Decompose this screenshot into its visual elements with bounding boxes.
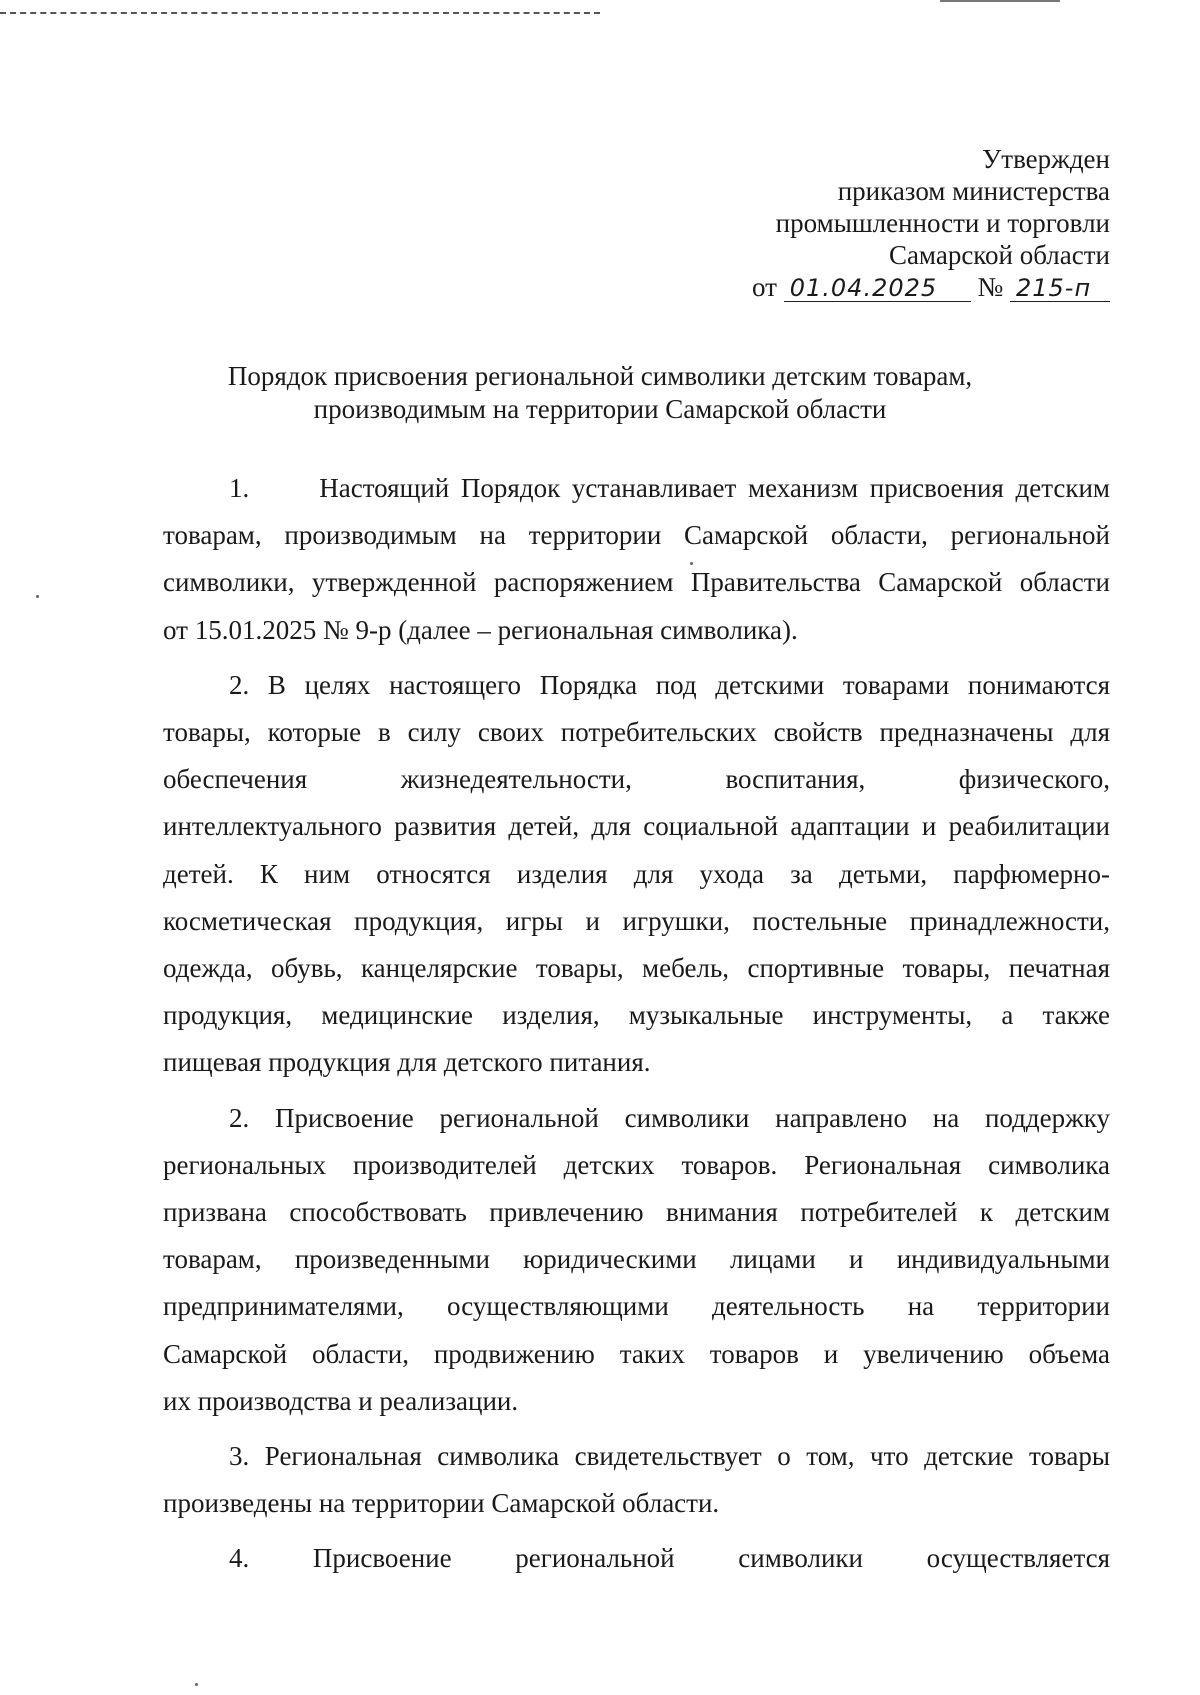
text-line: пищевая продукция для детского питания. [163, 1047, 651, 1078]
text-line: интеллектуального развития детей, для социальной адаптации и реабилитации [163, 811, 1110, 842]
text-line: региональных производителей детских товаров. Региональная символика [163, 1149, 1110, 1180]
approval-line: Утвержден [982, 144, 1110, 174]
date-prefix: от [752, 272, 777, 302]
approval-line: промышленности и торговли [775, 208, 1110, 238]
paragraph-2 [163, 662, 1110, 1087]
paragraph-5 [163, 1535, 1110, 1582]
text-line: детей. К ним относятся изделия для ухода за детьми, парфюмерно- [163, 858, 1110, 889]
approval-block [752, 143, 1110, 303]
text-line: призвана способствовать привлечению внимания потребителей к детским [163, 1197, 1110, 1228]
scan-speck [36, 595, 39, 598]
approval-line: приказом министерства [837, 176, 1110, 206]
text-line: Самарской области, продвижению таких товаров и увеличению объема [163, 1338, 1110, 1369]
text-line: 4. Присвоение региональной символики осуществляется [229, 1543, 1110, 1574]
text-line: товары, которые в силу своих потребительских свойств предназначены для [163, 717, 1110, 748]
scan-speck [690, 562, 693, 565]
paragraph-4 [163, 1433, 1110, 1527]
paragraph-3 [163, 1095, 1110, 1425]
handwritten-number: 215-п [1010, 275, 1110, 302]
scan-speck [195, 1683, 198, 1686]
text-line: произведены на территории Самарской области. [163, 1488, 720, 1519]
text-span: Настоящий Порядок устанавливает механизм присвоения детским [319, 473, 1110, 503]
approval-line: Самарской области [888, 240, 1110, 270]
scan-edge-dashes [0, 12, 600, 14]
text-line: косметическая продукция, игры и игрушки, постельные принадлежности, [163, 905, 1110, 936]
number-prefix: № [977, 272, 1004, 302]
item-number: 1. [229, 473, 250, 503]
paragraph-1 [163, 465, 1110, 654]
text-line: обеспечения жизнедеятельности, воспитания, физического, [163, 764, 1110, 795]
text-line: товарам, произведенными юридическими лицами и индивидуальными [163, 1244, 1110, 1275]
approval-date-line [752, 271, 1110, 303]
text-line: от 15.01.2025 № 9-р (далее – региональная символика). [163, 614, 798, 645]
title-line: производимым на территории Самарской области [313, 394, 887, 424]
text-line: 2. В целях настоящего Порядка под детскими товарами понимаются [229, 669, 1110, 700]
text-line: предпринимателями, осуществляющими деятельность на территории [163, 1291, 1110, 1322]
text-line [163, 465, 1110, 512]
text-line: 3. Региональная символика свидетельствует о том, что детские товары [229, 1441, 1110, 1472]
text-line: товарам, производимым на территории Самарской области, региональной [163, 520, 1110, 551]
text-line: их производства и реализации. [163, 1385, 519, 1416]
scan-edge-mark [940, 0, 1060, 2]
document-title [0, 360, 1200, 426]
text-line: 2. Присвоение региональной символики направлено на поддержку [229, 1102, 1110, 1133]
text-line: продукция, медицинские изделия, музыкальные инструменты, а также [163, 1000, 1110, 1031]
handwritten-date: 01.04.2025 [784, 275, 971, 302]
title-line: Порядок присвоения региональной символики детским товарам, [227, 361, 973, 391]
text-line: одежда, обувь, канцелярские товары, мебель, спортивные товары, печатная [163, 953, 1110, 984]
document-body [163, 465, 1110, 1583]
text-line: символики, утвержденной распоряжением Правительства Самарской области [163, 567, 1110, 598]
